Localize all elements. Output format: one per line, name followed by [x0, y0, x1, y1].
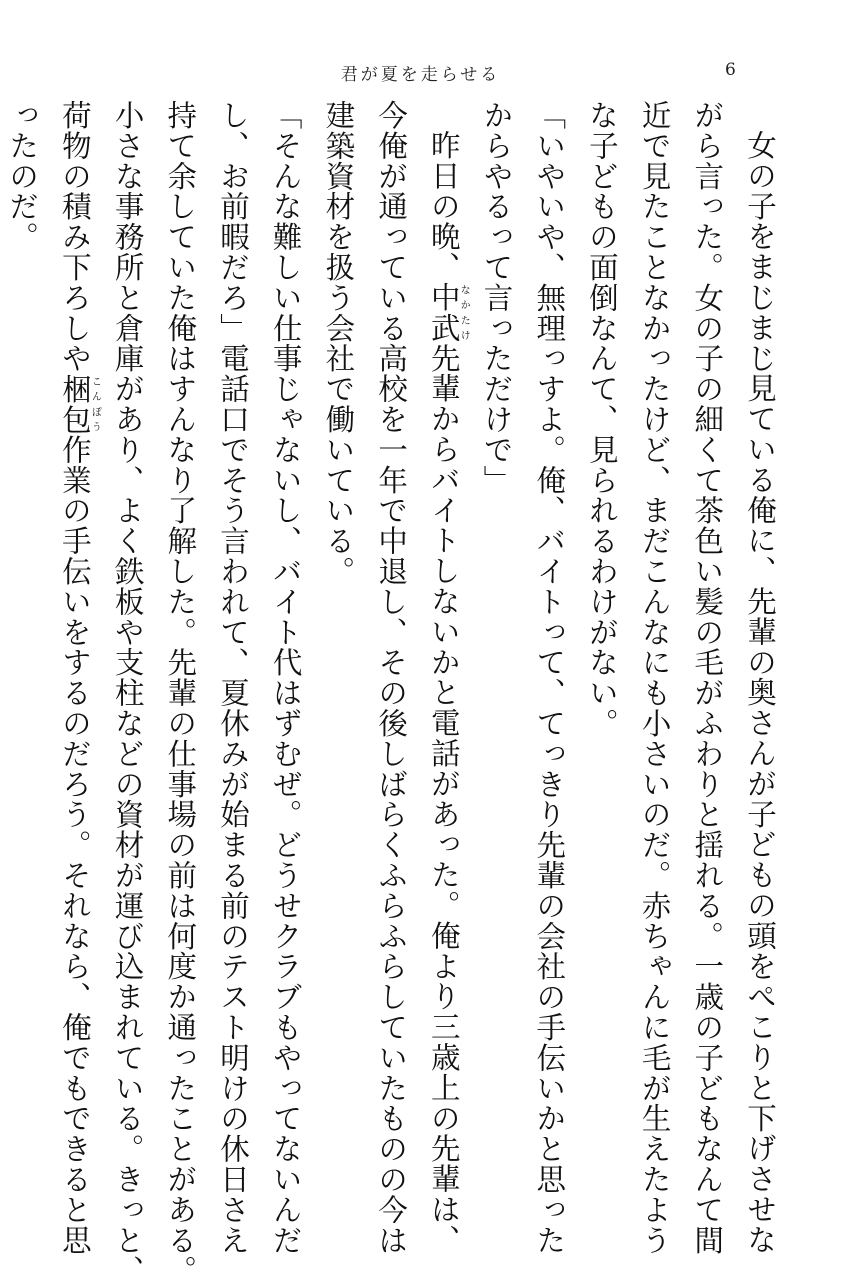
text-line	[48, 100, 101, 1256]
text-fragment: それなら、俺でもできると思	[57, 860, 92, 1256]
ruby-base: 中武	[426, 281, 461, 343]
vertical-text-body	[0, 100, 786, 1286]
text-fragment: 荷物の積み下ろしや	[57, 100, 92, 374]
ruby-base: 梱包	[57, 373, 92, 435]
ruby-name-nakatake	[426, 281, 470, 343]
text-fragment: 先輩からバイトしないかと電話があった。俺より三歳上の先輩は、	[426, 342, 461, 1255]
text-line: からやるって言っただけで」	[479, 100, 514, 496]
text-fragment: 作業の手伝いをするのだろう。	[57, 434, 92, 861]
text-line: 今俺が通っている高校を一年で中退し、その後しばらくふらふらしていたものの今は	[374, 100, 409, 1256]
page-number: 6	[725, 60, 736, 80]
running-title: 君が夏を走らせる	[340, 65, 501, 85]
text-line: 持て余していた俺はすんなり了解した。先輩の仕事場の前は何度か通ったことがある。	[163, 100, 198, 1286]
text-line: 女の子をまじまじ見ている俺に、先輩の奥さんが子どもの頭をぺこりと下げさせな	[743, 129, 777, 1255]
text-line	[417, 100, 470, 1255]
text-line: し、お前暇だろ」電話口でそう言われて、夏休みが始まる前のテスト明けの休日さえ	[215, 100, 250, 1256]
ruby-konpou	[57, 373, 101, 435]
text-line: 建築資材を扱う会社で働いている。	[321, 100, 356, 587]
text-line: 「そんな難しい仕事じゃないし、バイト代はずむぜ。どうせクラブもやってないんだ	[268, 100, 303, 1256]
text-fragment: 昨日の晩、	[426, 129, 461, 282]
text-line: 近で見たことなかったけど、まだこんなにも小さいのだ。赤ちゃんに毛が生えたよう	[637, 100, 672, 1256]
text-line: 「いやいや、無理っすよ。俺、バイトって、てっきり先輩の会社の手伝いかと思った	[532, 100, 567, 1256]
ruby-reading: こんぽう	[89, 373, 101, 435]
ruby-reading: なかたけ	[458, 281, 470, 343]
text-line: な子どもの面倒なんて、見られるわけがない。	[584, 100, 619, 739]
text-line: がら言った。女の子の細くて茶色い髪の毛がふわりと揺れる。一歳の子どもなんて間	[690, 100, 725, 1256]
text-line: 小さな事務所と倉庫があり、よく鉄板や支柱などの資材が運び込まれている。きっと、	[110, 100, 145, 1286]
text-line: ったのだ。	[5, 100, 40, 252]
